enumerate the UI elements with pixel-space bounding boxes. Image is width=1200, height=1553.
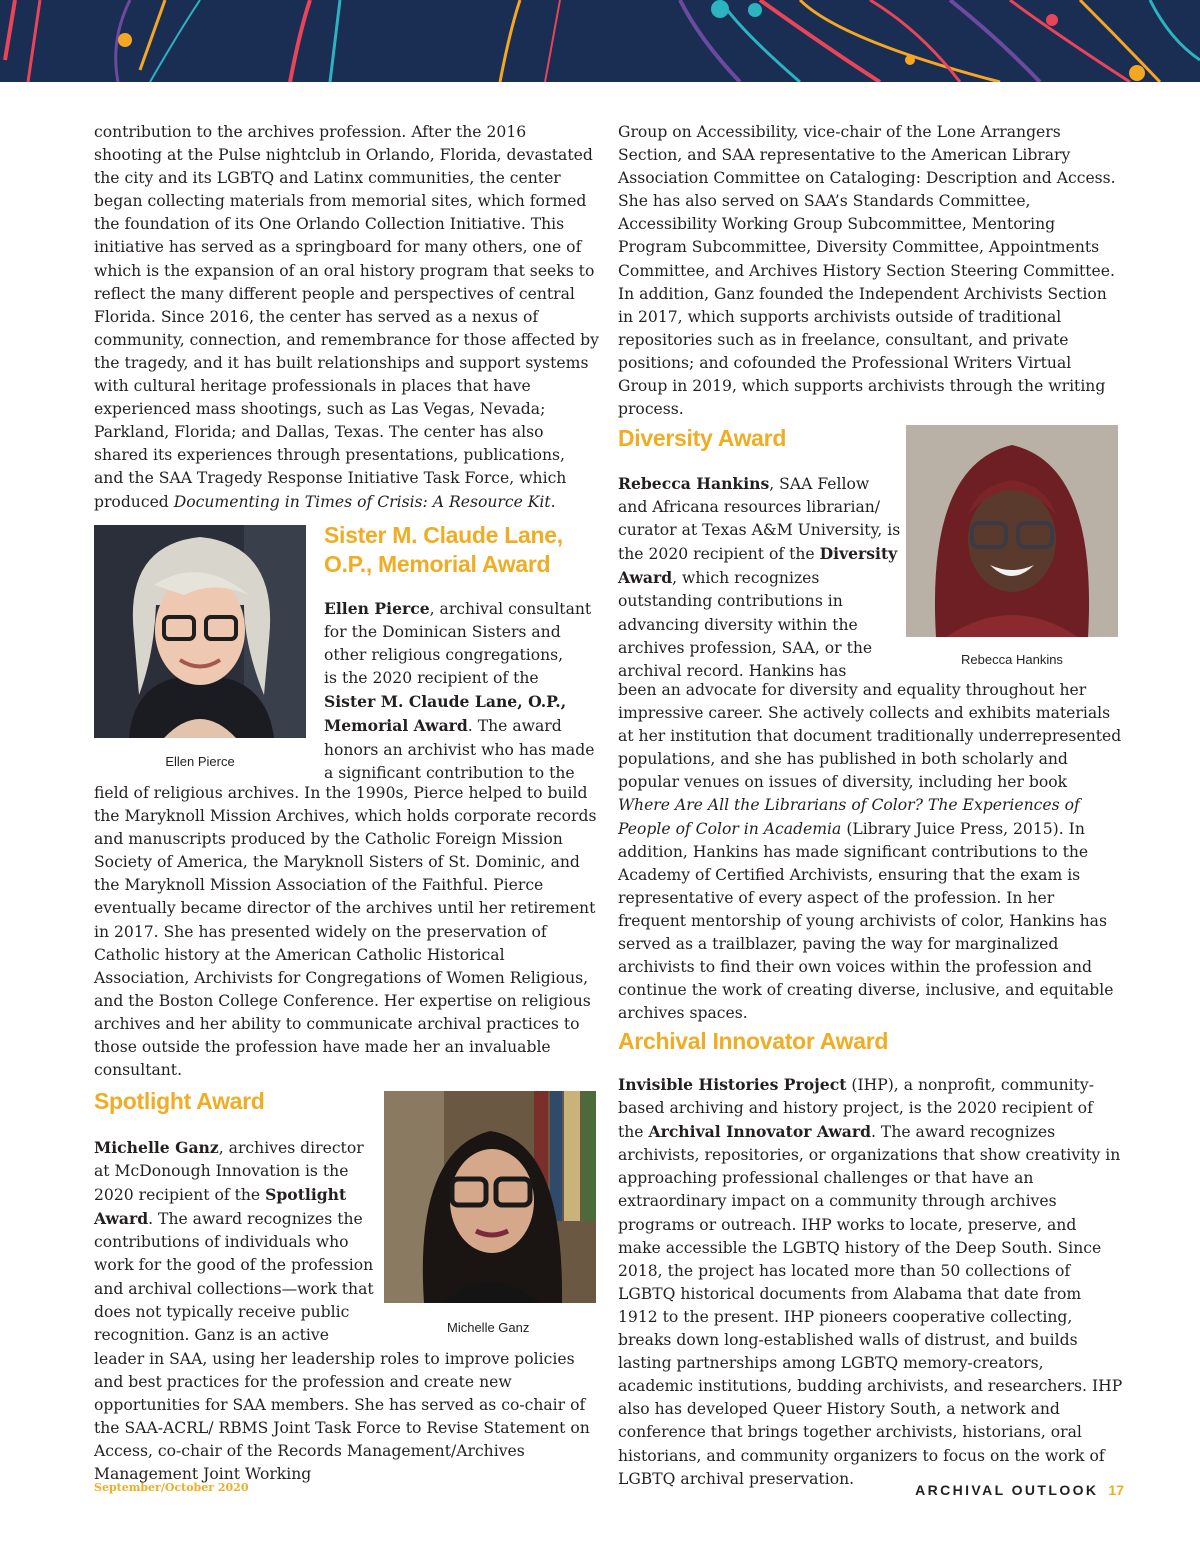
diversity-award-intro: Rebecca Hankins, SAA Fellow and Africana resources librarian/ curator at Texas A&M University, is the 2020 recipient of the Diversity Award, which recognizes outstanding contributions in advancing diversity within the archives profession, SAA, or the archival record. Hankins has	[618, 474, 901, 680]
sister-award-body: field of religious archives. In the 1990s, Pierce helped to build the Maryknoll Mission Archives, which holds corporate records and manuscripts produced by the Catholic Foreign Mission Society of America, the Maryknoll Sisters of St. Dominic, and the Maryknoll Mission Association of the Faithful. Pierce eventually became director of the archives until her retirement in 2017. She has presented widely on the preservation of Catholic history at the American Catholic Historical Association, Archivists for Congregations of Women Religious, and the Boston College Conference. Her expertise on religious archives and her ability to communicate archival practices to those outside the profession have made her an invaluable consultant.	[94, 784, 597, 1080]
ellen-pierce-caption: Ellen Pierce	[165, 754, 235, 769]
michelle-ganz-caption: Michelle Ganz	[447, 1320, 530, 1335]
sister-award-intro: Ellen Pierce, archival consultant for the Dominican Sisters and other religious congregations, is the 2020 recipient of the Sister M. Claude Lane, O.P., Memorial Award. The award honors an archivist who has made a significant contribution to the	[324, 599, 595, 782]
spotlight-award-body: leader in SAA, using her leadership roles to improve policies and best practices for the profession and create new opportunities for SAA members. She has served as co-chair of the SAA-ACRL/ RBMS Joint Task Force to Revise Statement on Access, co-chair of the Records Management/Archives Management Joint Working	[94, 1350, 590, 1484]
issue-date: September/October 2020	[94, 1481, 249, 1494]
rebecca-hankins-caption: Rebecca Hankins	[961, 652, 1063, 667]
rebecca-hankins-photo	[906, 425, 1118, 637]
publication-footer	[915, 1482, 1124, 1498]
spotlight-continued-paragraph: Group on Accessibility, vice-chair of the Lone Arrangers Section, and SAA representative to the American Library Association Committee on Cataloging: Description and Access. She has also served on SAA’s Standards Committee, Accessibility Working Group Subcommittee, Mentoring Program Subcommittee, Diversity Committee, Appointments Committee, and Archives History Section Steering Committee. In addition, Ganz founded the Independent Archivists Section in 2017, which supports archivists outside of traditional repositories such as in freelance, consultant, and private positions; and cofounded the Professional Writers Virtual Group in 2019, which supports archivists through the writing process.	[618, 123, 1116, 419]
ellen-pierce-photo	[94, 525, 306, 738]
banner-artwork	[0, 0, 1200, 82]
diversity-award-body: been an advocate for diversity and equality throughout her impressive career. She actively collects and exhibits materials at her institution that document traditionally underrepresented populations, and she has published in both scholarly and popular venues on issues of diversity, including her book Where Are All the Librarians of Color? The Experiences of People of Color in Academia (Library Juice Press, 2015). In addition, Hankins has made significant contributions to the Academy of Certified Archivists, ensuring that the exam is representative of every aspect of the profession. In her frequent mentorship of young archivists of color, Hankins has served as a trailblazer, paving the way for marginalized archivists to find their own voices within the profession and continue the work of creating diverse, inclusive, and equitable archives spaces.	[618, 681, 1122, 1023]
intro-book-title: Documenting in Times of Crisis: A Resource Kit	[173, 492, 551, 511]
spotlight-award-heading: Spotlight Award	[94, 1088, 265, 1114]
intro-paragraph: contribution to the archives profession. After the 2016 shooting at the Pulse nightclub in Orlando, Florida, devastated the city and its LGBTQ and Latinx communities, the center began collecting materials from memorial sites, which formed the foundation of its One Orlando Collection Initiative. This initiative has served as a springboard for many others, one of which is the expansion of an oral history program that seeks to reflect the many different people and perspectives of central Florida. Since 2016, the center has served as a nexus of community, connection, and remembrance for those affected by the tragedy, and it has built relationships and support systems with cultural heritage professionals in places that have experienced mass shootings, such as Las Vegas, Nevada; Parkland, Florida; and Dallas, Texas. The center has also shared its experiences through presentations, publications, and the SAA Tragedy Response Initiative Task Force, which produced Documenting in Times of Crisis: A Resource Kit.	[94, 123, 599, 511]
page-number: 17	[1108, 1482, 1124, 1498]
sister-award-heading: Sister M. Claude Lane, O.P., Memorial Award	[324, 522, 563, 577]
innovator-award-body: Invisible Histories Project (IHP), a nonprofit, community-based archiving and history project, is the 2020 recipient of the Archival Innovator Award. The award recognizes archivists, repositories, or organizations that show creativity in approaching professional challenges or that have an extraordinary impact on a community through archives programs or outreach. IHP works to locate, preserve, and make accessible the LGBTQ history of the Deep South. Since 2018, the project has located more than 50 collections of LGBTQ historical documents from Alabama that date from 1912 to the present. IHP pioneers cooperative collecting, breaks down long-established walls of distrust, and builds lasting partnerships among LGBTQ memory-creators, academic institutions, budding archivists, and researchers. IHP also has developed Queer History South, a network and conference that brings together archivists, historians, oral historians, and community organizers to focus on the work of LGBTQ archival preservation.	[618, 1075, 1123, 1488]
diversity-book-title: Where Are All the Librarians of Color? The Experiences of People of Color in Academia	[618, 796, 1080, 838]
innovator-award-heading: Archival Innovator Award	[618, 1028, 889, 1054]
diversity-award-heading: Diversity Award	[618, 425, 787, 451]
publication-name: ARCHIVAL OUTLOOK	[915, 1482, 1099, 1498]
spotlight-award-intro: Michelle Ganz, archives director at McDonough Innovation is the 2020 recipient of the Spotlight Award. The award recognizes the contributions of individuals who work for the good of the profession and archival collections—work that does not typically receive public recognition. Ganz is an active	[94, 1138, 374, 1344]
michelle-ganz-photo	[384, 1091, 596, 1303]
header-banner	[0, 0, 1200, 82]
